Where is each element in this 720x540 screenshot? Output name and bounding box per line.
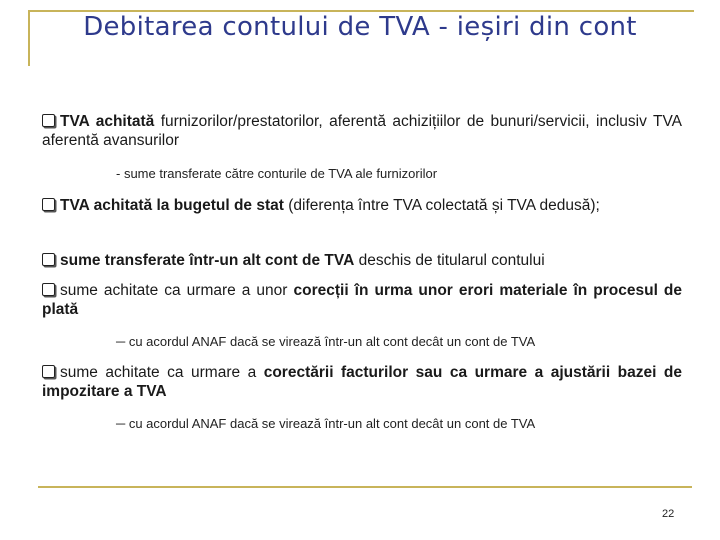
bullet-bold-text: corectării facturilor sau ca urmare a ajustării bazei de impozitare a TVA [42, 364, 682, 400]
checkbox-bullet-icon [42, 365, 55, 378]
checkbox-bullet-icon [42, 253, 55, 266]
sub-note-anaf-1: ─ cu acordul ANAF dacă se virează într-un alt cont decât un cont de TVA [116, 334, 536, 349]
sub-note-anaf-2: ─ cu acordul ANAF dacă se virează într-un alt cont decât un cont de TVA [116, 416, 536, 431]
bullet-bold-text: TVA achitată la bugetul de stat [60, 197, 284, 214]
bullet-text: (diferența între TVA colectată și TVA dedusă); [283, 197, 600, 214]
bullet-text: sume achitate ca urmare a unor [60, 282, 294, 299]
bullet-bold-text: corecții în urma unor erori materiale în procesul de plată [42, 282, 682, 318]
bullet-item-alt-cont [42, 251, 682, 270]
checkbox-bullet-icon [42, 114, 55, 127]
bullet-item-tva-buget [42, 196, 682, 215]
page-number: 22 [662, 508, 675, 520]
bullet-item-corectare-facturi [42, 363, 682, 401]
bullet-item-corectii [42, 281, 682, 319]
footer-rule [38, 486, 692, 488]
sub-note-furnizori: - sume transferate către conturile de TVA ale furnizorilor [116, 166, 438, 181]
slide-title: Debitarea contului de TVA - ieșiri din cont [83, 12, 637, 42]
bullet-item-tva-furnizori [42, 112, 682, 150]
checkbox-bullet-icon [42, 283, 55, 296]
bullet-bold-text: TVA achitată [60, 113, 155, 130]
checkbox-bullet-icon [42, 198, 55, 211]
bullet-text: sume achitate ca urmare a [60, 364, 264, 381]
bullet-bold-text: sume transferate într-un alt cont de TVA [60, 252, 355, 269]
bullet-text: deschis de titularul contului [354, 252, 545, 269]
bullet-text: furnizorilor/prestatorilor, aferentă achizițiilor de bunuri/servicii, inclusiv TVA aferentă avansurilor [42, 113, 682, 149]
